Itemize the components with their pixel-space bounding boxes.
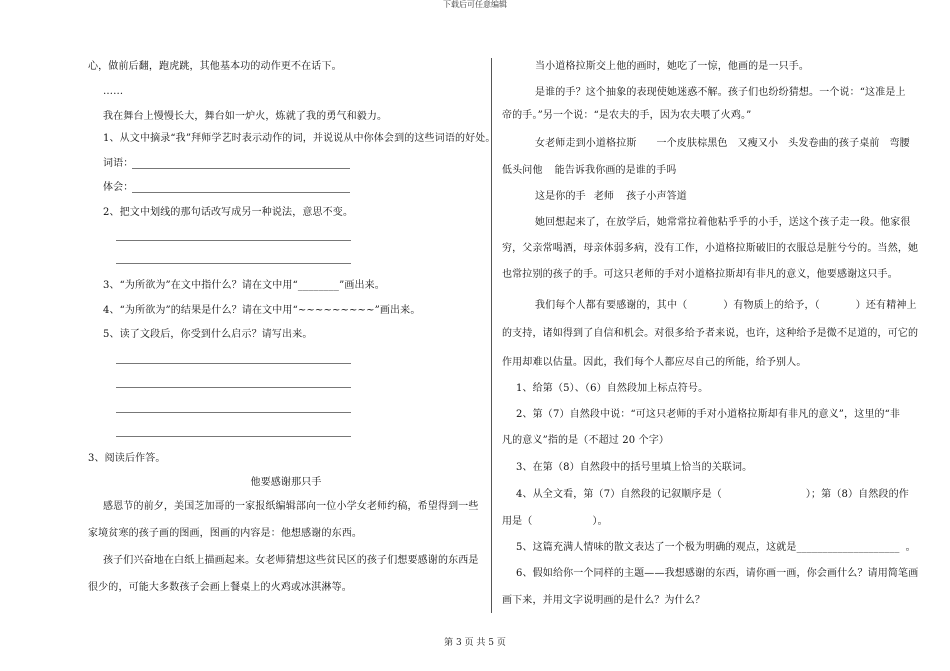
text-segment: 5、这篇充满人情味的散文表达了一个极为明确的观点，这就是 xyxy=(516,542,797,553)
paragraph-line: 家境贫寒的孩子画的图画，图画的内容是：他想感谢的东西。 xyxy=(88,528,363,539)
article-title: 他要感谢那只手 xyxy=(250,477,322,488)
paragraph-line xyxy=(535,190,687,204)
feel-answer-line[interactable] xyxy=(132,192,350,193)
text-segment: ）；第（8）自然段的作 xyxy=(805,489,909,500)
question-6: 6、假如给你一个同样的主题——我想感谢的东西，请你画一画，你会画什么？请用简笔画 xyxy=(516,568,919,579)
question-4-text: 4、“为所欲为”的结果是什么？请在文中用“ xyxy=(103,305,298,316)
paragraph-line xyxy=(535,137,910,151)
page-footer: 第 3 页 共 5 页 xyxy=(444,638,506,648)
text-segment: 孩子小声答道 xyxy=(626,191,687,202)
paragraph-line: 当小道格拉斯交上他的画时，她吃了一惊，他画的是一只手。 xyxy=(535,61,810,72)
question-2-cont: 凡的意义”指的是（不超过 20 个字） xyxy=(502,435,670,446)
paragraph-line xyxy=(502,164,676,178)
text-segment: 头发卷曲的孩子桌前 xyxy=(788,138,880,149)
question-4-cont xyxy=(502,515,608,529)
paragraph-line: 作用却难以估量。因此，我们每个人都应尽自己的所能，给予别人。 xyxy=(502,357,807,368)
text-segment: 一个皮肤棕黑色 xyxy=(656,138,728,149)
question-2: 2、把文中划线的那句话改写成另一种说法，意思不变。 xyxy=(103,207,354,218)
question-4-text-end: ”画出来。 xyxy=(374,305,421,316)
paragraph-line xyxy=(535,299,917,313)
section-heading: 3、阅读后作答。 xyxy=(88,453,166,464)
text-segment: 弯腰 xyxy=(889,138,910,149)
paragraph-line: 很少的，可能大多数孩子会画上餐桌上的火鸡或冰淇淋等。 xyxy=(88,582,352,593)
feel-label: 体会： xyxy=(103,182,134,193)
answer-line[interactable] xyxy=(116,363,351,364)
question-3-text: 3、“为所欲为”在文中指什么？请在文中用“ xyxy=(103,280,298,291)
text-segment: 4、从全文看，第（7）自然段的记叙顺序是（ xyxy=(516,489,722,500)
answer-line[interactable] xyxy=(116,263,351,264)
answer-line[interactable] xyxy=(116,387,351,388)
question-5 xyxy=(516,541,916,555)
question-3 xyxy=(103,279,385,293)
text-segment: 老师 xyxy=(593,191,615,202)
paragraph-line: 孩子们兴奋地在白纸上描画起来。女老师猜想这些贫民区的孩子们想要感谢的东西是 xyxy=(103,555,479,566)
text-segment: 用是（ xyxy=(502,516,533,527)
text-segment: 这是你的手 xyxy=(535,191,586,202)
answer-blank[interactable]: ____________________ xyxy=(796,542,900,553)
ellipsis: …… xyxy=(103,86,124,97)
text-segment: 。 xyxy=(905,542,916,553)
page-header: 下载后可任意编辑 xyxy=(443,0,507,9)
paragraph-line: 帝的手。”另一个说：“是农夫的手，因为农夫喂了火鸡。” xyxy=(502,110,752,121)
paragraph-line: 穷，父亲常喝酒，母亲体弱多病，没有工作，小道格拉斯破旧的衣服总是脏兮兮的。当然，她 xyxy=(502,243,919,254)
question-1: 1、给第（5）、（6）自然段加上标点符号。 xyxy=(516,383,709,394)
text-segment: 低头问他 xyxy=(502,165,543,176)
question-3-text-end: ”画出来。 xyxy=(339,280,385,291)
text-segment: ）。 xyxy=(592,516,608,527)
text-segment: 我们每个人都有要感谢的，其中（ xyxy=(535,300,688,311)
paragraph-line: 的支持，诸如得到了自信和机会。对很多给予者来说，也许，这种给予是微不足道的，可它的 xyxy=(502,328,919,339)
answer-line[interactable] xyxy=(116,436,351,437)
text-segment: 女老师走到小道格拉斯 xyxy=(535,138,637,149)
paragraph-line: 感恩节的前夕，美国芝加哥的一家报纸编辑部向一位小学女老师约稿，希望得到一些 xyxy=(103,501,479,512)
words-answer-line[interactable] xyxy=(132,168,350,169)
answer-line[interactable] xyxy=(116,240,351,241)
answer-line[interactable] xyxy=(116,412,351,413)
words-label: 词语： xyxy=(103,158,134,169)
question-4 xyxy=(516,488,909,502)
text-segment: ）有物质上的给予，（ xyxy=(723,300,820,311)
question-2: 2、第（7）自然段中说：“可这只老师的手对小道格拉斯却有非凡的意义”，这里的“非 xyxy=(516,409,901,420)
paragraph-line: 是谁的手？这个抽象的表现使她迷惑不解。孩子们也纷纷猜想。一个说：“这准是上 xyxy=(535,87,906,98)
paragraph-line: 也常拉别的孩子的手。可这只老师的手对小道格拉斯却有非凡的意义，他要感谢这只手。 xyxy=(502,269,898,280)
question-1: 1、从文中摘录“我”拜师学艺时表示动作的词，并说说从中你体会到的这些词语的好处。 xyxy=(103,133,496,144)
paragraph-line: 她回想起来了，在放学后，她常常拉着他粘乎乎的小手，送这个孩子走一段。他家很 xyxy=(535,217,911,228)
question-6-cont: 画下来，并用文字说明画的是什么？为什么？ xyxy=(502,595,705,606)
underline-mark: ________ xyxy=(297,280,340,291)
question-4 xyxy=(103,304,421,318)
text-line: 我在舞台上慢慢长大，舞台如一炉火，炼就了我的勇气和毅力。 xyxy=(103,111,388,122)
text-segment: 能告诉我你画的是谁的手吗 xyxy=(554,165,677,176)
question-3: 3、在第（8）自然段中的括号里填上恰当的关联词。 xyxy=(516,462,753,473)
text-line: 心，做前后翻，跑虎跳，其他基本功的动作更不在话下。 xyxy=(88,61,342,72)
question-5: 5、读了文段后，你受到什么启示？请写出来。 xyxy=(103,329,313,340)
text-segment: ）还有精神上 xyxy=(855,300,917,311)
text-segment: 又瘦又小 xyxy=(737,138,779,149)
wavy-mark: ~~~~~~~~~ xyxy=(297,305,375,316)
